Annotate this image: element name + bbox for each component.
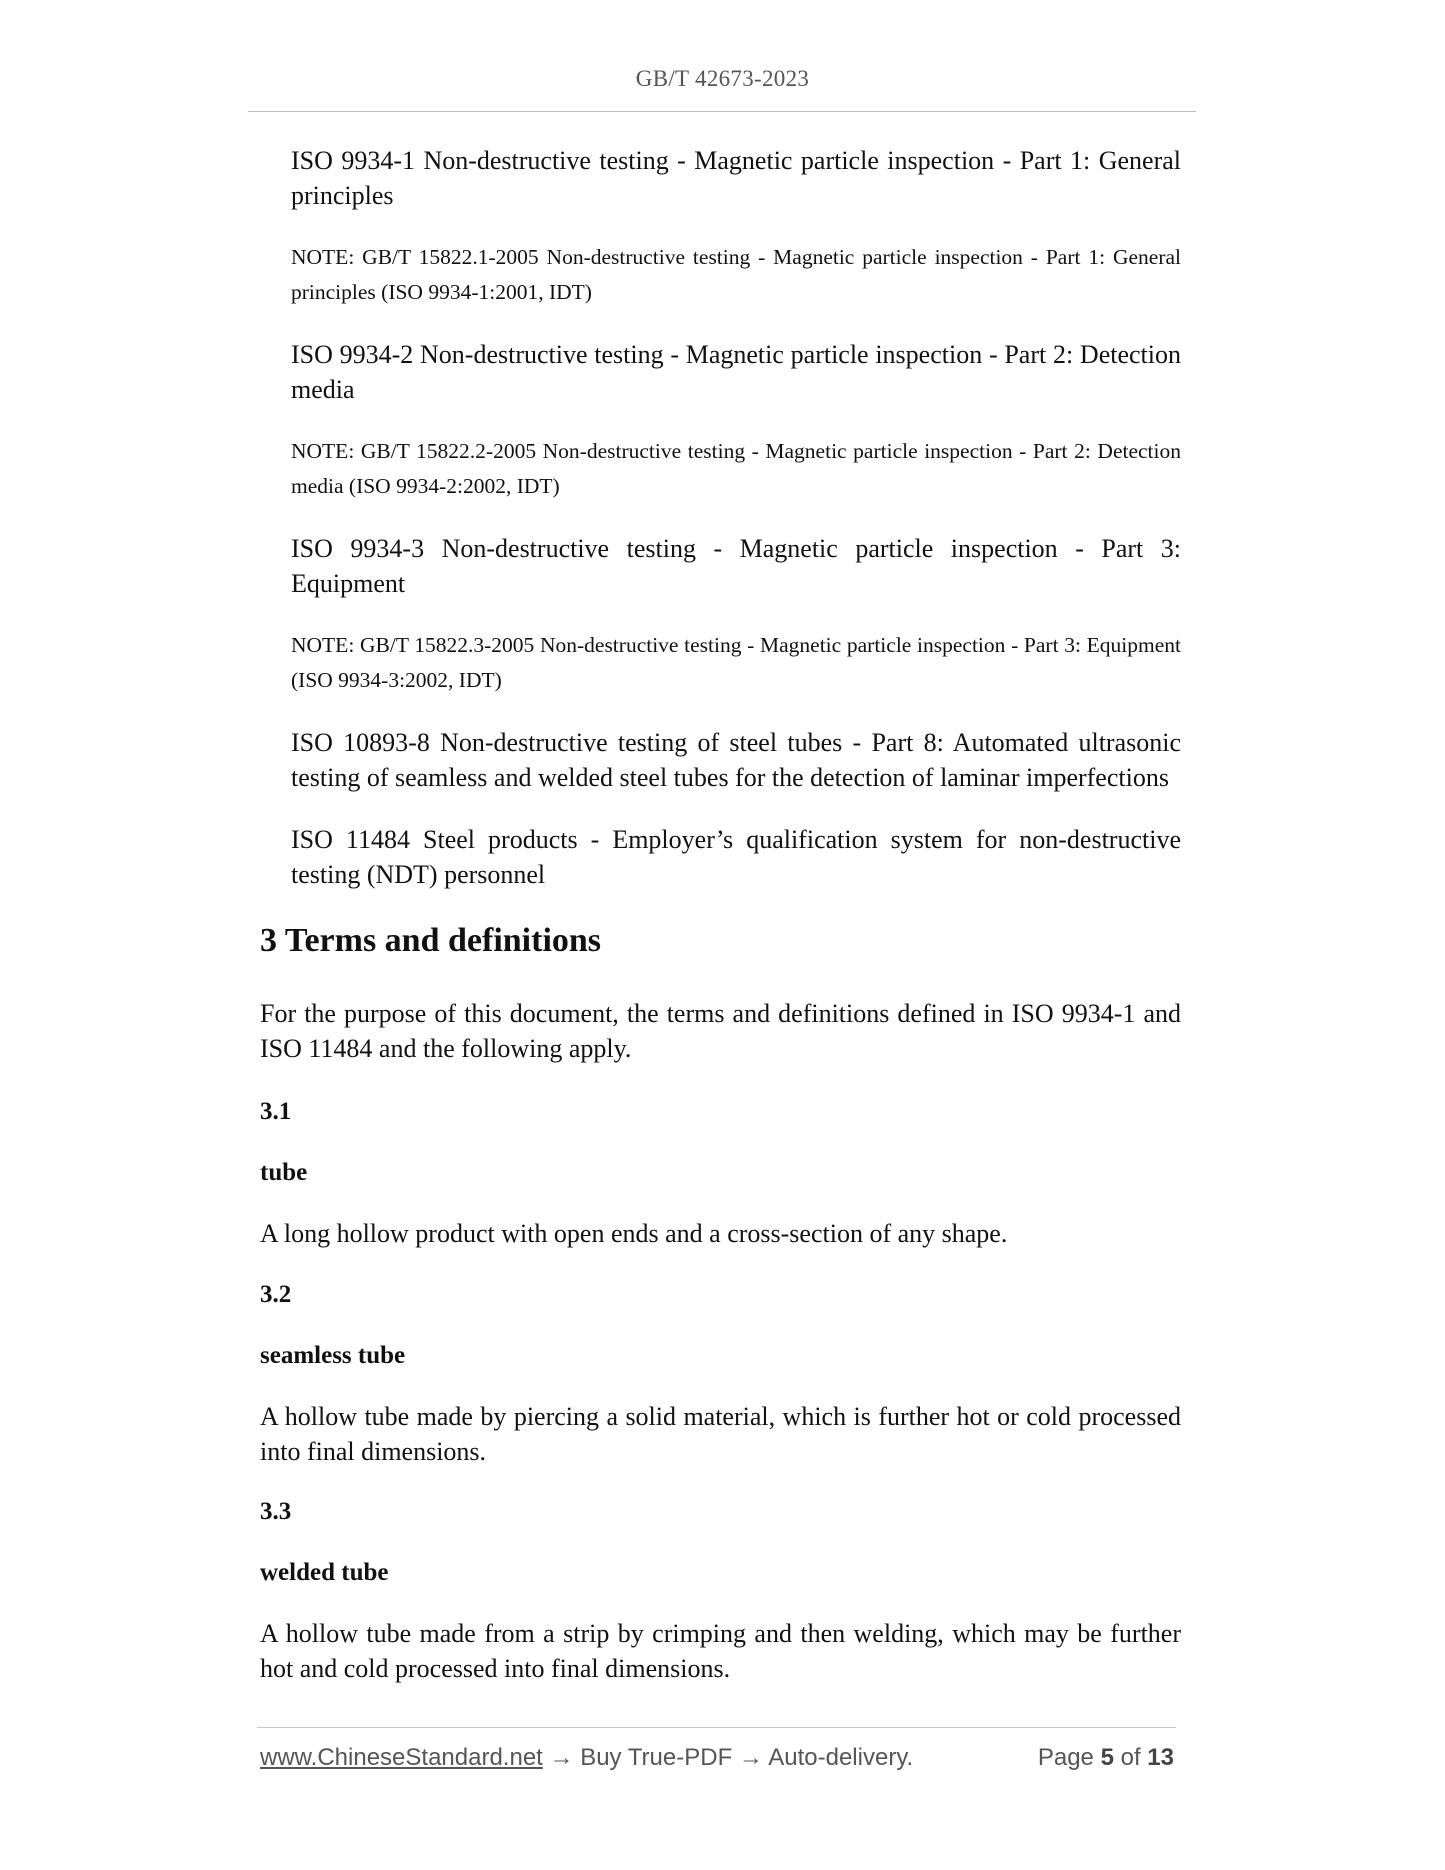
buy-true-pdf-text: Buy True-PDF [580,1744,733,1771]
total-pages-number: 13 [1147,1744,1174,1771]
auto-delivery-text: Auto-delivery. [768,1744,914,1771]
document-code-header: GB/T 42673-2023 [635,66,810,91]
reference-iso-9934-1: ISO 9934-1 Non-destructive testing - Magnetic particle inspection - Part 1: General principles [291,146,1181,210]
website-link[interactable]: www.ChineseStandard.net [260,1744,543,1771]
reference-iso-9934-2: ISO 9934-2 Non-destructive testing - Magnetic particle inspection - Part 2: Detection media [291,340,1181,404]
reference-iso-9934-3: ISO 9934-3 Non-destructive testing - Magnetic particle inspection - Part 3: Equipment [291,534,1181,598]
term-name: tube [260,1159,308,1186]
term-definition: A long hollow product with open ends and a cross-section of any shape. [260,1219,1008,1248]
term-definition: A hollow tube made by piercing a solid material, which is further hot or cold processed into final dimensions. [260,1402,1181,1466]
footer-promo [260,1744,913,1772]
arrow-right-icon: → [549,1744,574,1771]
term-name: seamless tube [260,1342,406,1369]
current-page-number: 5 [1100,1744,1114,1771]
reference-iso-10893-8: ISO 10893-8 Non-destructive testing of steel tubes - Part 8: Automated ultrasonic testing of seamless and welded steel tubes for the detection of laminar imperfections [291,728,1181,792]
reference-note-gbt-15822-3: NOTE: GB/T 15822.3-2005 Non-destructive testing - Magnetic particle inspection - Part 3: Equipment (ISO 9934-3:2002, IDT) [291,633,1181,692]
section-heading: 3 Terms and definitions [260,922,602,959]
section-intro-paragraph: For the purpose of this document, the terms and definitions defined in ISO 9934-1 and ISO 11484 and the following apply. [260,999,1181,1063]
reference-note-gbt-15822-1: NOTE: GB/T 15822.1-2005 Non-destructive testing - Magnetic particle inspection - Part 1: General principles (ISO 9934-1:2001, IDT) [291,245,1181,304]
footer-divider [257,1727,1176,1728]
of-label: of [1120,1744,1141,1771]
page-footer [260,1744,1174,1778]
header-divider [248,111,1196,112]
normative-references-list [291,143,1181,919]
page-label: Page [1037,1744,1094,1771]
term-number: 3.2 [260,1281,292,1308]
term-name: welded tube [260,1559,389,1586]
term-number: 3.1 [260,1098,292,1125]
term-definition: A hollow tube made from a strip by crimping and then welding, which may be further hot and cold processed into final dimensions. [260,1619,1181,1683]
page-indicator [1038,1744,1174,1772]
arrow-right-icon: → [738,1744,763,1771]
term-number: 3.3 [260,1498,292,1525]
reference-iso-11484: ISO 11484 Steel products - Employer’s qualification system for non-destructive testing (NDT) personnel [291,825,1181,889]
reference-note-gbt-15822-2: NOTE: GB/T 15822.2-2005 Non-destructive testing - Magnetic particle inspection - Part 2: Detection media (ISO 9934-2:2002, IDT) [291,439,1181,498]
